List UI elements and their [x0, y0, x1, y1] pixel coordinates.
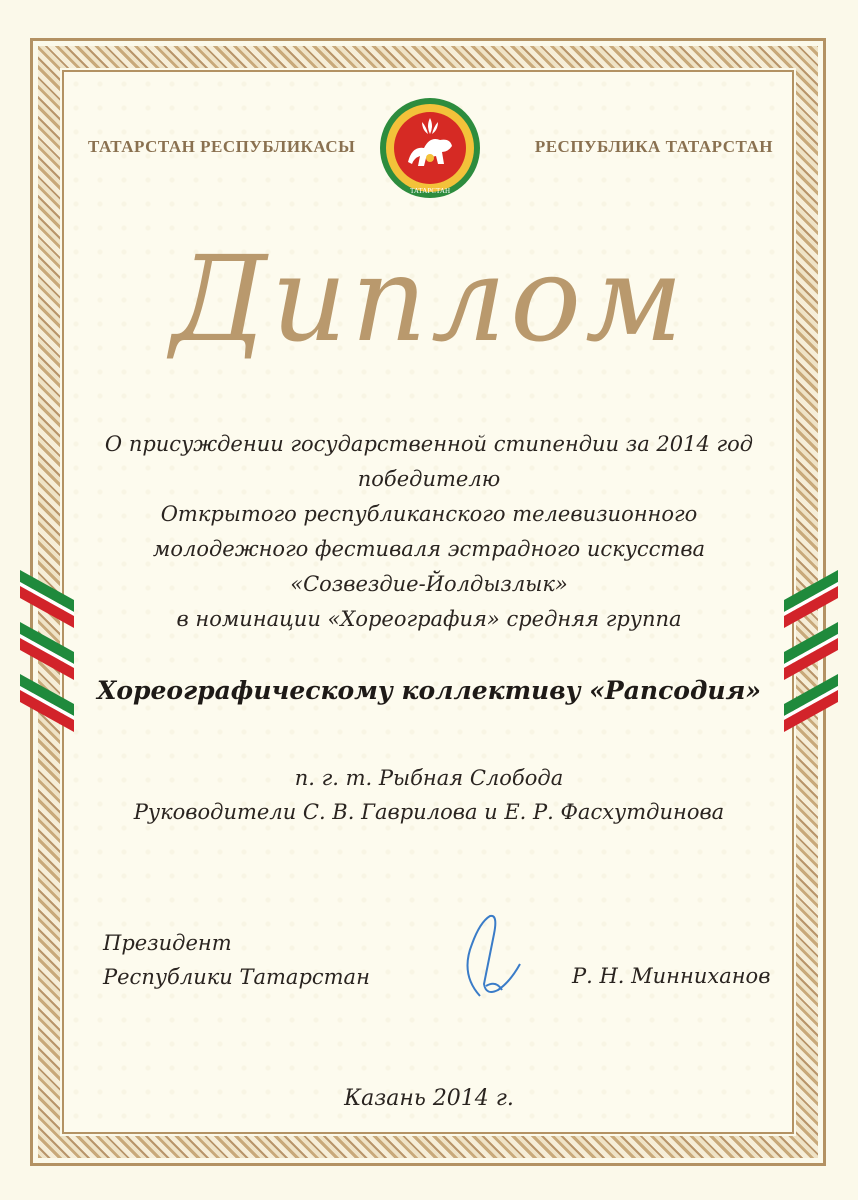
tatarstan-emblem-icon [378, 96, 482, 200]
detail-line-2: Руководители С. В. Гаврилова и Е. Р. Фасхутдинова [133, 800, 725, 824]
place-date: Казань 2014 г. [344, 1086, 514, 1111]
diploma-title: Диплом [171, 230, 687, 368]
flag-ribbon-right-icon [780, 560, 840, 750]
signatory-position-line1: Президент [103, 931, 232, 955]
flag-ribbon-left-icon [18, 560, 78, 750]
detail-line-1: п. г. т. Рыбная Слобода [294, 766, 564, 790]
signatory-position [103, 926, 370, 994]
recipient-name: Хореографическому коллективу «Рапсодия» [96, 676, 762, 705]
body-line-4: молодежного фестиваля эстрадного искусства [152, 537, 706, 561]
header-right-text: РЕСПУБЛИКА ТАТАРСТАН [534, 137, 773, 156]
body-line-5: «Созвездие-Йолдызлык» [290, 572, 568, 596]
header-left-text: ТАТАРСТАН РЕСПУБЛИКАСЫ [88, 137, 356, 156]
body-line-3: Открытого республиканского телевизионного [160, 502, 698, 526]
signatory-name: Р. Н. Минниханов [572, 964, 771, 988]
body-line-6: в номинации «Хореография» средняя группа [176, 607, 682, 631]
body-line-1: О присуждении государственной стипендии за 2014 год [104, 432, 754, 456]
signatory-position-line2: Республики Татарстан [103, 965, 370, 989]
body-line-2: победителю [357, 467, 501, 491]
emblem-text: ТАТАРСТАН [409, 187, 451, 195]
signature-icon [440, 904, 530, 1004]
